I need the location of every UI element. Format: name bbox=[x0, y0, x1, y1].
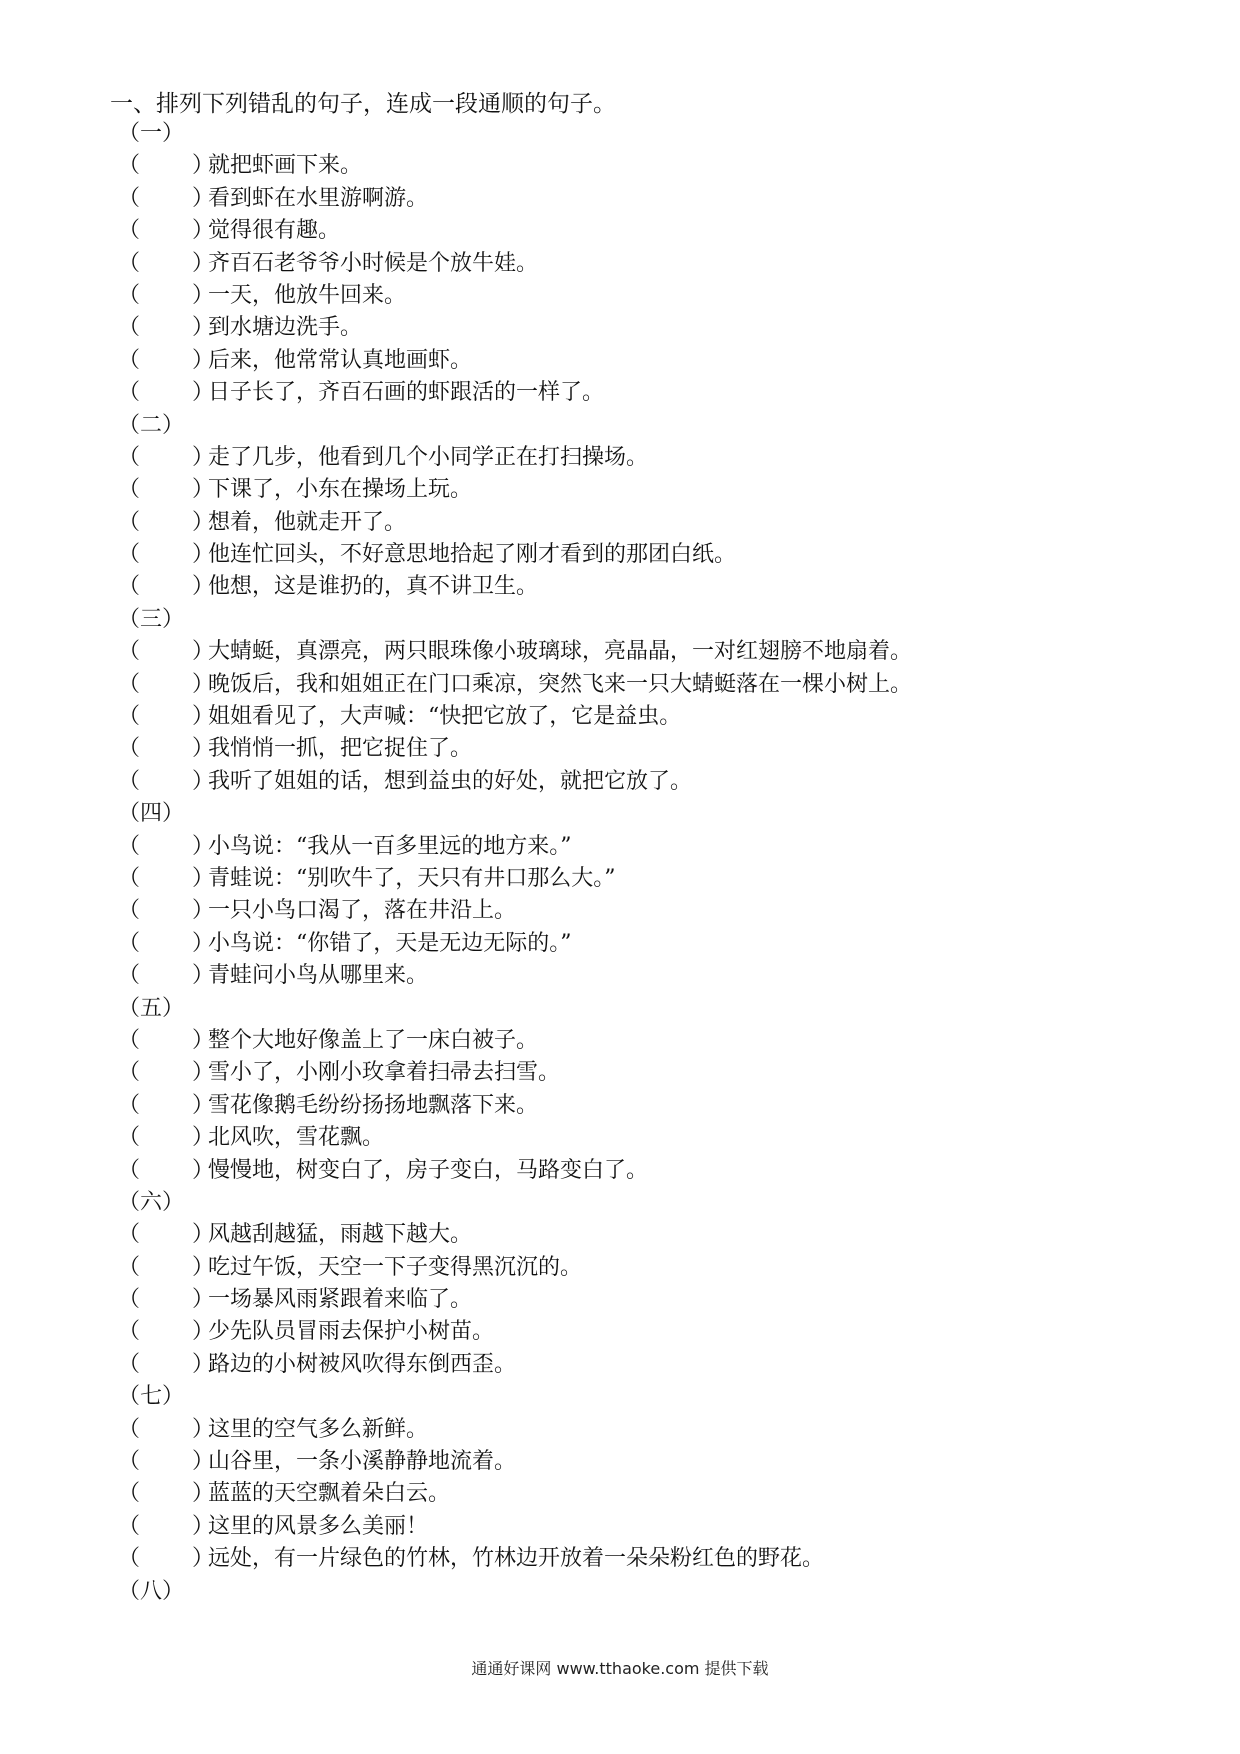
left-bracket: （ bbox=[118, 1092, 141, 1118]
left-bracket: （ bbox=[118, 704, 141, 730]
left-bracket: （ bbox=[118, 1481, 141, 1507]
left-bracket: （ bbox=[118, 1416, 141, 1442]
answer-blank[interactable] bbox=[118, 733, 215, 765]
answer-blank[interactable] bbox=[118, 1511, 215, 1543]
sentence-row bbox=[118, 1057, 912, 1089]
section-label: （七） bbox=[118, 1384, 185, 1410]
answer-blank[interactable] bbox=[118, 1478, 215, 1510]
sentence-row bbox=[118, 1511, 912, 1543]
sentence-row bbox=[118, 150, 912, 182]
right-bracket: ） bbox=[192, 1254, 215, 1280]
left-bracket: （ bbox=[118, 574, 141, 600]
footer-source: 通通好课网 www.tthaoke.com 提供下载 bbox=[471, 1659, 769, 1678]
sentence-text: 到水塘边洗手。 bbox=[208, 315, 363, 341]
sentence-text: 这里的空气多么新鲜。 bbox=[208, 1416, 429, 1442]
left-bracket: （ bbox=[118, 1287, 141, 1313]
sentence-text: 晚饭后，我和姐姐正在门口乘凉，突然飞来一只大蜻蜓落在一棵小树上。 bbox=[208, 671, 913, 697]
sentence-row bbox=[118, 960, 912, 992]
answer-blank[interactable] bbox=[118, 863, 215, 895]
right-bracket: ） bbox=[192, 1319, 215, 1345]
left-bracket: （ bbox=[118, 1125, 141, 1151]
left-bracket: （ bbox=[118, 542, 141, 568]
left-bracket: （ bbox=[118, 930, 141, 956]
sentence-text: 远处，有一片绿色的竹林，竹林边开放着一朵朵粉红色的野花。 bbox=[208, 1546, 825, 1572]
right-bracket: ） bbox=[192, 1416, 215, 1442]
sentence-row bbox=[118, 474, 912, 506]
right-bracket: ） bbox=[192, 1060, 215, 1086]
section-label: （三） bbox=[118, 606, 185, 632]
answer-blank[interactable] bbox=[118, 474, 215, 506]
sentence-text: 下课了，小东在操场上玩。 bbox=[208, 477, 473, 503]
sentence-row bbox=[118, 831, 912, 863]
right-bracket: ） bbox=[192, 1287, 215, 1313]
sentence-row bbox=[118, 377, 912, 409]
right-bracket: ） bbox=[192, 542, 215, 568]
right-bracket: ） bbox=[192, 477, 215, 503]
sentence-text: 一只小鸟口渴了，落在井沿上。 bbox=[208, 898, 517, 924]
answer-blank[interactable] bbox=[118, 1284, 215, 1316]
section-label: （四） bbox=[118, 801, 185, 827]
answer-blank[interactable] bbox=[118, 150, 215, 182]
answer-blank[interactable] bbox=[118, 1543, 215, 1575]
sentence-text: 觉得很有趣。 bbox=[208, 218, 341, 244]
left-bracket: （ bbox=[118, 347, 141, 373]
sentence-text: 北风吹，雪花飘。 bbox=[208, 1125, 385, 1151]
right-bracket: ） bbox=[192, 347, 215, 373]
right-bracket: ） bbox=[192, 930, 215, 956]
sentence-row bbox=[118, 1446, 912, 1478]
right-bracket: ） bbox=[192, 1449, 215, 1475]
sentence-row bbox=[118, 280, 912, 312]
sentence-row bbox=[118, 1219, 912, 1251]
right-bracket: ） bbox=[192, 1513, 215, 1539]
sentence-text: 这里的风景多么美丽！ bbox=[208, 1513, 429, 1539]
answer-blank[interactable] bbox=[118, 507, 215, 539]
sentence-text: 后来，他常常认真地画虾。 bbox=[208, 347, 473, 373]
sentence-row bbox=[118, 1284, 912, 1316]
left-bracket: （ bbox=[118, 639, 141, 665]
sentence-row bbox=[118, 636, 912, 668]
right-bracket: ） bbox=[192, 1157, 215, 1183]
sentence-text: 路边的小树被风吹得东倒西歪。 bbox=[208, 1351, 517, 1377]
sentence-text: 一天，他放牛回来。 bbox=[208, 282, 407, 308]
right-bracket: ） bbox=[192, 768, 215, 794]
sentence-row bbox=[118, 571, 912, 603]
right-bracket: ） bbox=[192, 1027, 215, 1053]
sentence-row bbox=[118, 183, 912, 215]
sentence-row bbox=[118, 1316, 912, 1348]
left-bracket: （ bbox=[118, 898, 141, 924]
sentence-text: 日子长了，齐百石画的虾跟活的一样了。 bbox=[208, 380, 605, 406]
answer-blank[interactable] bbox=[118, 442, 215, 474]
left-bracket: （ bbox=[118, 671, 141, 697]
left-bracket: （ bbox=[118, 153, 141, 179]
sentence-text: 慢慢地，树变白了，房子变白，马路变白了。 bbox=[208, 1157, 649, 1183]
sentence-text: 想着，他就走开了。 bbox=[208, 509, 407, 535]
sentence-row bbox=[118, 507, 912, 539]
sentence-row bbox=[118, 1543, 912, 1575]
right-bracket: ） bbox=[192, 865, 215, 891]
left-bracket: （ bbox=[118, 1319, 141, 1345]
sentence-row bbox=[118, 442, 912, 474]
sentence-row bbox=[118, 1252, 912, 1284]
sentence-text: 走了几步，他看到几个小同学正在打扫操场。 bbox=[208, 444, 649, 470]
right-bracket: ） bbox=[192, 380, 215, 406]
answer-blank[interactable] bbox=[118, 1155, 215, 1187]
section-label: （一） bbox=[118, 121, 185, 146]
right-bracket: ） bbox=[192, 898, 215, 924]
right-bracket: ） bbox=[192, 282, 215, 308]
left-bracket: （ bbox=[118, 1513, 141, 1539]
right-bracket: ） bbox=[192, 1125, 215, 1151]
answer-blank[interactable] bbox=[118, 895, 215, 927]
right-bracket: ） bbox=[192, 736, 215, 762]
left-bracket: （ bbox=[118, 1546, 141, 1572]
answer-blank[interactable] bbox=[118, 183, 215, 215]
sentence-row bbox=[118, 669, 912, 701]
sentence-text: 蓝蓝的天空飘着朵白云。 bbox=[208, 1481, 451, 1507]
right-bracket: ） bbox=[192, 1546, 215, 1572]
sentence-row bbox=[118, 1025, 912, 1057]
right-bracket: ） bbox=[192, 833, 215, 859]
answer-blank[interactable] bbox=[118, 377, 215, 409]
left-bracket: （ bbox=[118, 444, 141, 470]
section-label: （五） bbox=[118, 995, 185, 1021]
sentence-row bbox=[118, 733, 912, 765]
right-bracket: ） bbox=[192, 315, 215, 341]
answer-blank[interactable] bbox=[118, 1090, 215, 1122]
sentence-row bbox=[118, 248, 912, 280]
left-bracket: （ bbox=[118, 477, 141, 503]
left-bracket: （ bbox=[118, 315, 141, 341]
left-bracket: （ bbox=[118, 963, 141, 989]
left-bracket: （ bbox=[118, 833, 141, 859]
answer-blank[interactable] bbox=[118, 571, 215, 603]
exercise-title: 一、排列下列错乱的句子，连成一段通顺的句子。 bbox=[110, 91, 616, 117]
sentence-text: 青蛙问小鸟从哪里来。 bbox=[208, 963, 429, 989]
sentence-text: 我听了姐姐的话，想到益虫的好处，就把它放了。 bbox=[208, 768, 693, 794]
right-bracket: ） bbox=[192, 185, 215, 211]
left-bracket: （ bbox=[118, 1027, 141, 1053]
right-bracket: ） bbox=[192, 704, 215, 730]
right-bracket: ） bbox=[192, 250, 215, 276]
answer-blank[interactable] bbox=[118, 669, 215, 701]
left-bracket: （ bbox=[118, 1060, 141, 1086]
sentence-row bbox=[118, 1090, 912, 1122]
left-bracket: （ bbox=[118, 1222, 141, 1248]
left-bracket: （ bbox=[118, 250, 141, 276]
answer-blank[interactable] bbox=[118, 960, 215, 992]
section-label: （二） bbox=[118, 412, 185, 438]
answer-blank[interactable] bbox=[118, 539, 215, 571]
sentence-text: 他想，这是谁扔的，真不讲卫生。 bbox=[208, 574, 539, 600]
sentence-row bbox=[118, 1155, 912, 1187]
sentence-text: 就把虾画下来。 bbox=[208, 153, 363, 179]
left-bracket: （ bbox=[118, 736, 141, 762]
right-bracket: ） bbox=[192, 1222, 215, 1248]
sentence-row bbox=[118, 215, 912, 247]
sentence-text: 我悄悄一抓，把它捉住了。 bbox=[208, 736, 473, 762]
answer-blank[interactable] bbox=[118, 701, 215, 733]
answer-blank[interactable] bbox=[118, 1446, 215, 1478]
answer-blank[interactable] bbox=[118, 766, 215, 798]
sentence-row bbox=[118, 312, 912, 344]
answer-blank[interactable] bbox=[118, 928, 215, 960]
left-bracket: （ bbox=[118, 1254, 141, 1280]
sentence-row bbox=[118, 345, 912, 377]
sentence-text: 风越刮越猛，雨越下越大。 bbox=[208, 1222, 473, 1248]
section-label: （八） bbox=[118, 1578, 185, 1604]
sentence-row bbox=[118, 1414, 912, 1446]
answer-blank[interactable] bbox=[118, 1414, 215, 1446]
sentence-text: 齐百石老爷爷小时候是个放牛娃。 bbox=[208, 250, 539, 276]
left-bracket: （ bbox=[118, 1157, 141, 1183]
left-bracket: （ bbox=[118, 865, 141, 891]
sentence-text: 雪小了，小刚小玫拿着扫帚去扫雪。 bbox=[208, 1060, 561, 1086]
sentence-row bbox=[118, 539, 912, 571]
right-bracket: ） bbox=[192, 963, 215, 989]
answer-blank[interactable] bbox=[118, 312, 215, 344]
right-bracket: ） bbox=[192, 444, 215, 470]
sentence-row bbox=[118, 701, 912, 733]
left-bracket: （ bbox=[118, 218, 141, 244]
sentence-text: 小鸟说：“你错了，天是无边无际的。” bbox=[208, 930, 572, 956]
answer-blank[interactable] bbox=[118, 248, 215, 280]
answer-blank[interactable] bbox=[118, 1122, 215, 1154]
section-label: （六） bbox=[118, 1189, 185, 1215]
sentence-row bbox=[118, 1478, 912, 1510]
right-bracket: ） bbox=[192, 671, 215, 697]
sentence-text: 少先队员冒雨去保护小树苗。 bbox=[208, 1319, 495, 1345]
answer-blank[interactable] bbox=[118, 1219, 215, 1251]
right-bracket: ） bbox=[192, 574, 215, 600]
right-bracket: ） bbox=[192, 218, 215, 244]
left-bracket: （ bbox=[118, 1351, 141, 1377]
sentence-row bbox=[118, 1349, 912, 1381]
right-bracket: ） bbox=[192, 1481, 215, 1507]
answer-blank[interactable] bbox=[118, 345, 215, 377]
sentence-text: 雪花像鹅毛纷纷扬扬地飘落下来。 bbox=[208, 1092, 539, 1118]
sentence-text: 青蛙说：“别吹牛了，天只有井口那么大。” bbox=[208, 865, 616, 891]
sentence-text: 看到虾在水里游啊游。 bbox=[208, 185, 429, 211]
sentence-row bbox=[118, 928, 912, 960]
sentence-row bbox=[118, 1122, 912, 1154]
exercise-content bbox=[118, 118, 912, 1608]
sentence-text: 吃过午饭，天空一下子变得黑沉沉的。 bbox=[208, 1254, 583, 1280]
left-bracket: （ bbox=[118, 768, 141, 794]
answer-blank[interactable] bbox=[118, 636, 215, 668]
answer-blank[interactable] bbox=[118, 831, 215, 863]
answer-blank[interactable] bbox=[118, 1252, 215, 1284]
sentence-text: 一场暴风雨紧跟着来临了。 bbox=[208, 1287, 473, 1313]
sentence-row bbox=[118, 895, 912, 927]
left-bracket: （ bbox=[118, 1449, 141, 1475]
answer-blank[interactable] bbox=[118, 280, 215, 312]
left-bracket: （ bbox=[118, 509, 141, 535]
sentence-text: 姐姐看见了，大声喊：“快把它放了，它是益虫。 bbox=[208, 704, 682, 730]
right-bracket: ） bbox=[192, 153, 215, 179]
sentence-text: 他连忙回头，不好意思地拾起了刚才看到的那团白纸。 bbox=[208, 542, 737, 568]
left-bracket: （ bbox=[118, 185, 141, 211]
left-bracket: （ bbox=[118, 282, 141, 308]
sentence-row bbox=[118, 766, 912, 798]
sentence-text: 小鸟说：“我从一百多里远的地方来。” bbox=[208, 833, 572, 859]
answer-blank[interactable] bbox=[118, 215, 215, 247]
right-bracket: ） bbox=[192, 509, 215, 535]
answer-blank[interactable] bbox=[118, 1025, 215, 1057]
sentence-text: 大蜻蜓，真漂亮，两只眼珠像小玻璃球，亮晶晶，一对红翅膀不地扇着。 bbox=[208, 639, 913, 665]
answer-blank[interactable] bbox=[118, 1349, 215, 1381]
left-bracket: （ bbox=[118, 380, 141, 406]
sentence-text: 整个大地好像盖上了一床白被子。 bbox=[208, 1027, 539, 1053]
sentence-row bbox=[118, 863, 912, 895]
sentence-text: 山谷里，一条小溪静静地流着。 bbox=[208, 1449, 517, 1475]
answer-blank[interactable] bbox=[118, 1057, 215, 1089]
answer-blank[interactable] bbox=[118, 1316, 215, 1348]
right-bracket: ） bbox=[192, 1092, 215, 1118]
right-bracket: ） bbox=[192, 1351, 215, 1377]
right-bracket: ） bbox=[192, 639, 215, 665]
